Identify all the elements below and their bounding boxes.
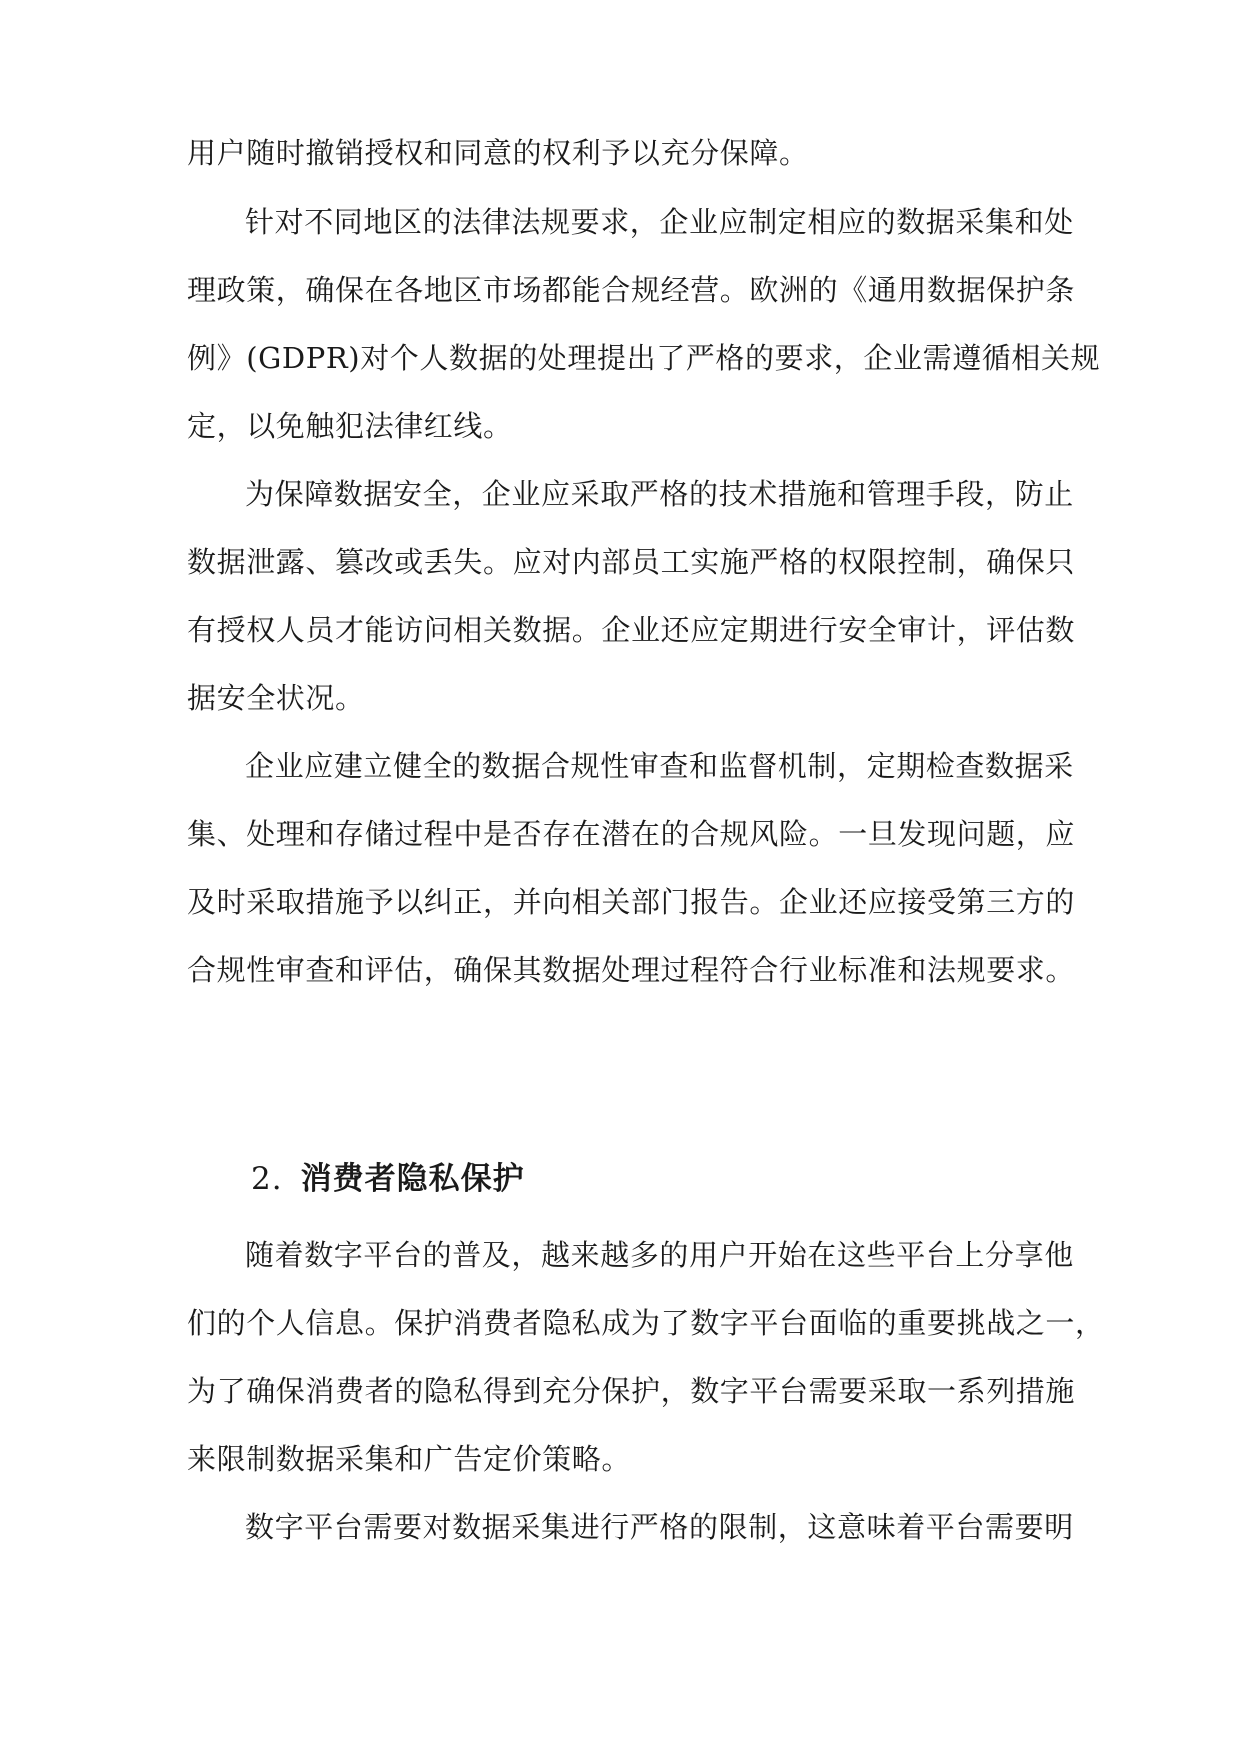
paragraph-line: 为了确保消费者的隐私得到充分保护，数字平台需要采取一系列措施 <box>187 1374 1076 1408</box>
paragraph-line: 随着数字平台的普及，越来越多的用户开始在这些平台上分享他 <box>245 1238 1074 1272</box>
paragraph-line: 定，以免触犯法律红线。 <box>187 409 513 443</box>
section-title: 消费者隐私保护 <box>300 1161 525 1197</box>
paragraph-line: 针对不同地区的法律法规要求，企业应制定相应的数据采集和处 <box>245 205 1074 239</box>
paragraph-line: 企业应建立健全的数据合规性审查和监督机制，定期检查数据采 <box>245 749 1074 783</box>
section-heading <box>251 1156 525 1202</box>
paragraph-line: 合规性审查和评估，确保其数据处理过程符合行业标准和法规要求。 <box>187 953 1076 987</box>
section-number: 2. <box>251 1161 283 1197</box>
paragraph-line: 及时采取措施予以纠正，并向相关部门报告。企业还应接受第三方的 <box>187 885 1076 919</box>
paragraph-line: 数据泄露、篡改或丢失。应对内部员工实施严格的权限控制，确保只 <box>187 545 1076 579</box>
paragraph-line: 集、处理和存储过程中是否存在潜在的合规风险。一旦发现问题，应 <box>187 817 1076 851</box>
paragraph-line: 例》(GDPR)对个人数据的处理提出了严格的要求，企业需遵循相关规 <box>187 341 1101 375</box>
paragraph-line: 们的个人信息。保护消费者隐私成为了数字平台面临的重要挑战之一， <box>187 1306 1105 1340</box>
paragraph-line: 有授权人员才能访问相关数据。企业还应定期进行安全审计，评估数 <box>187 613 1076 647</box>
paragraph-line: 用户随时撤销授权和同意的权利予以充分保障。 <box>187 136 809 170</box>
paragraph-line: 为保障数据安全，企业应采取严格的技术措施和管理手段，防止 <box>245 477 1074 511</box>
paragraph-line: 来限制数据采集和广告定价策略。 <box>187 1442 632 1476</box>
paragraph-line: 数字平台需要对数据采集进行严格的限制，这意味着平台需要明 <box>245 1510 1074 1544</box>
paragraph-line: 理政策，确保在各地区市场都能合规经营。欧洲的《通用数据保护条 <box>187 273 1076 307</box>
paragraph-line: 据安全状况。 <box>187 681 365 715</box>
